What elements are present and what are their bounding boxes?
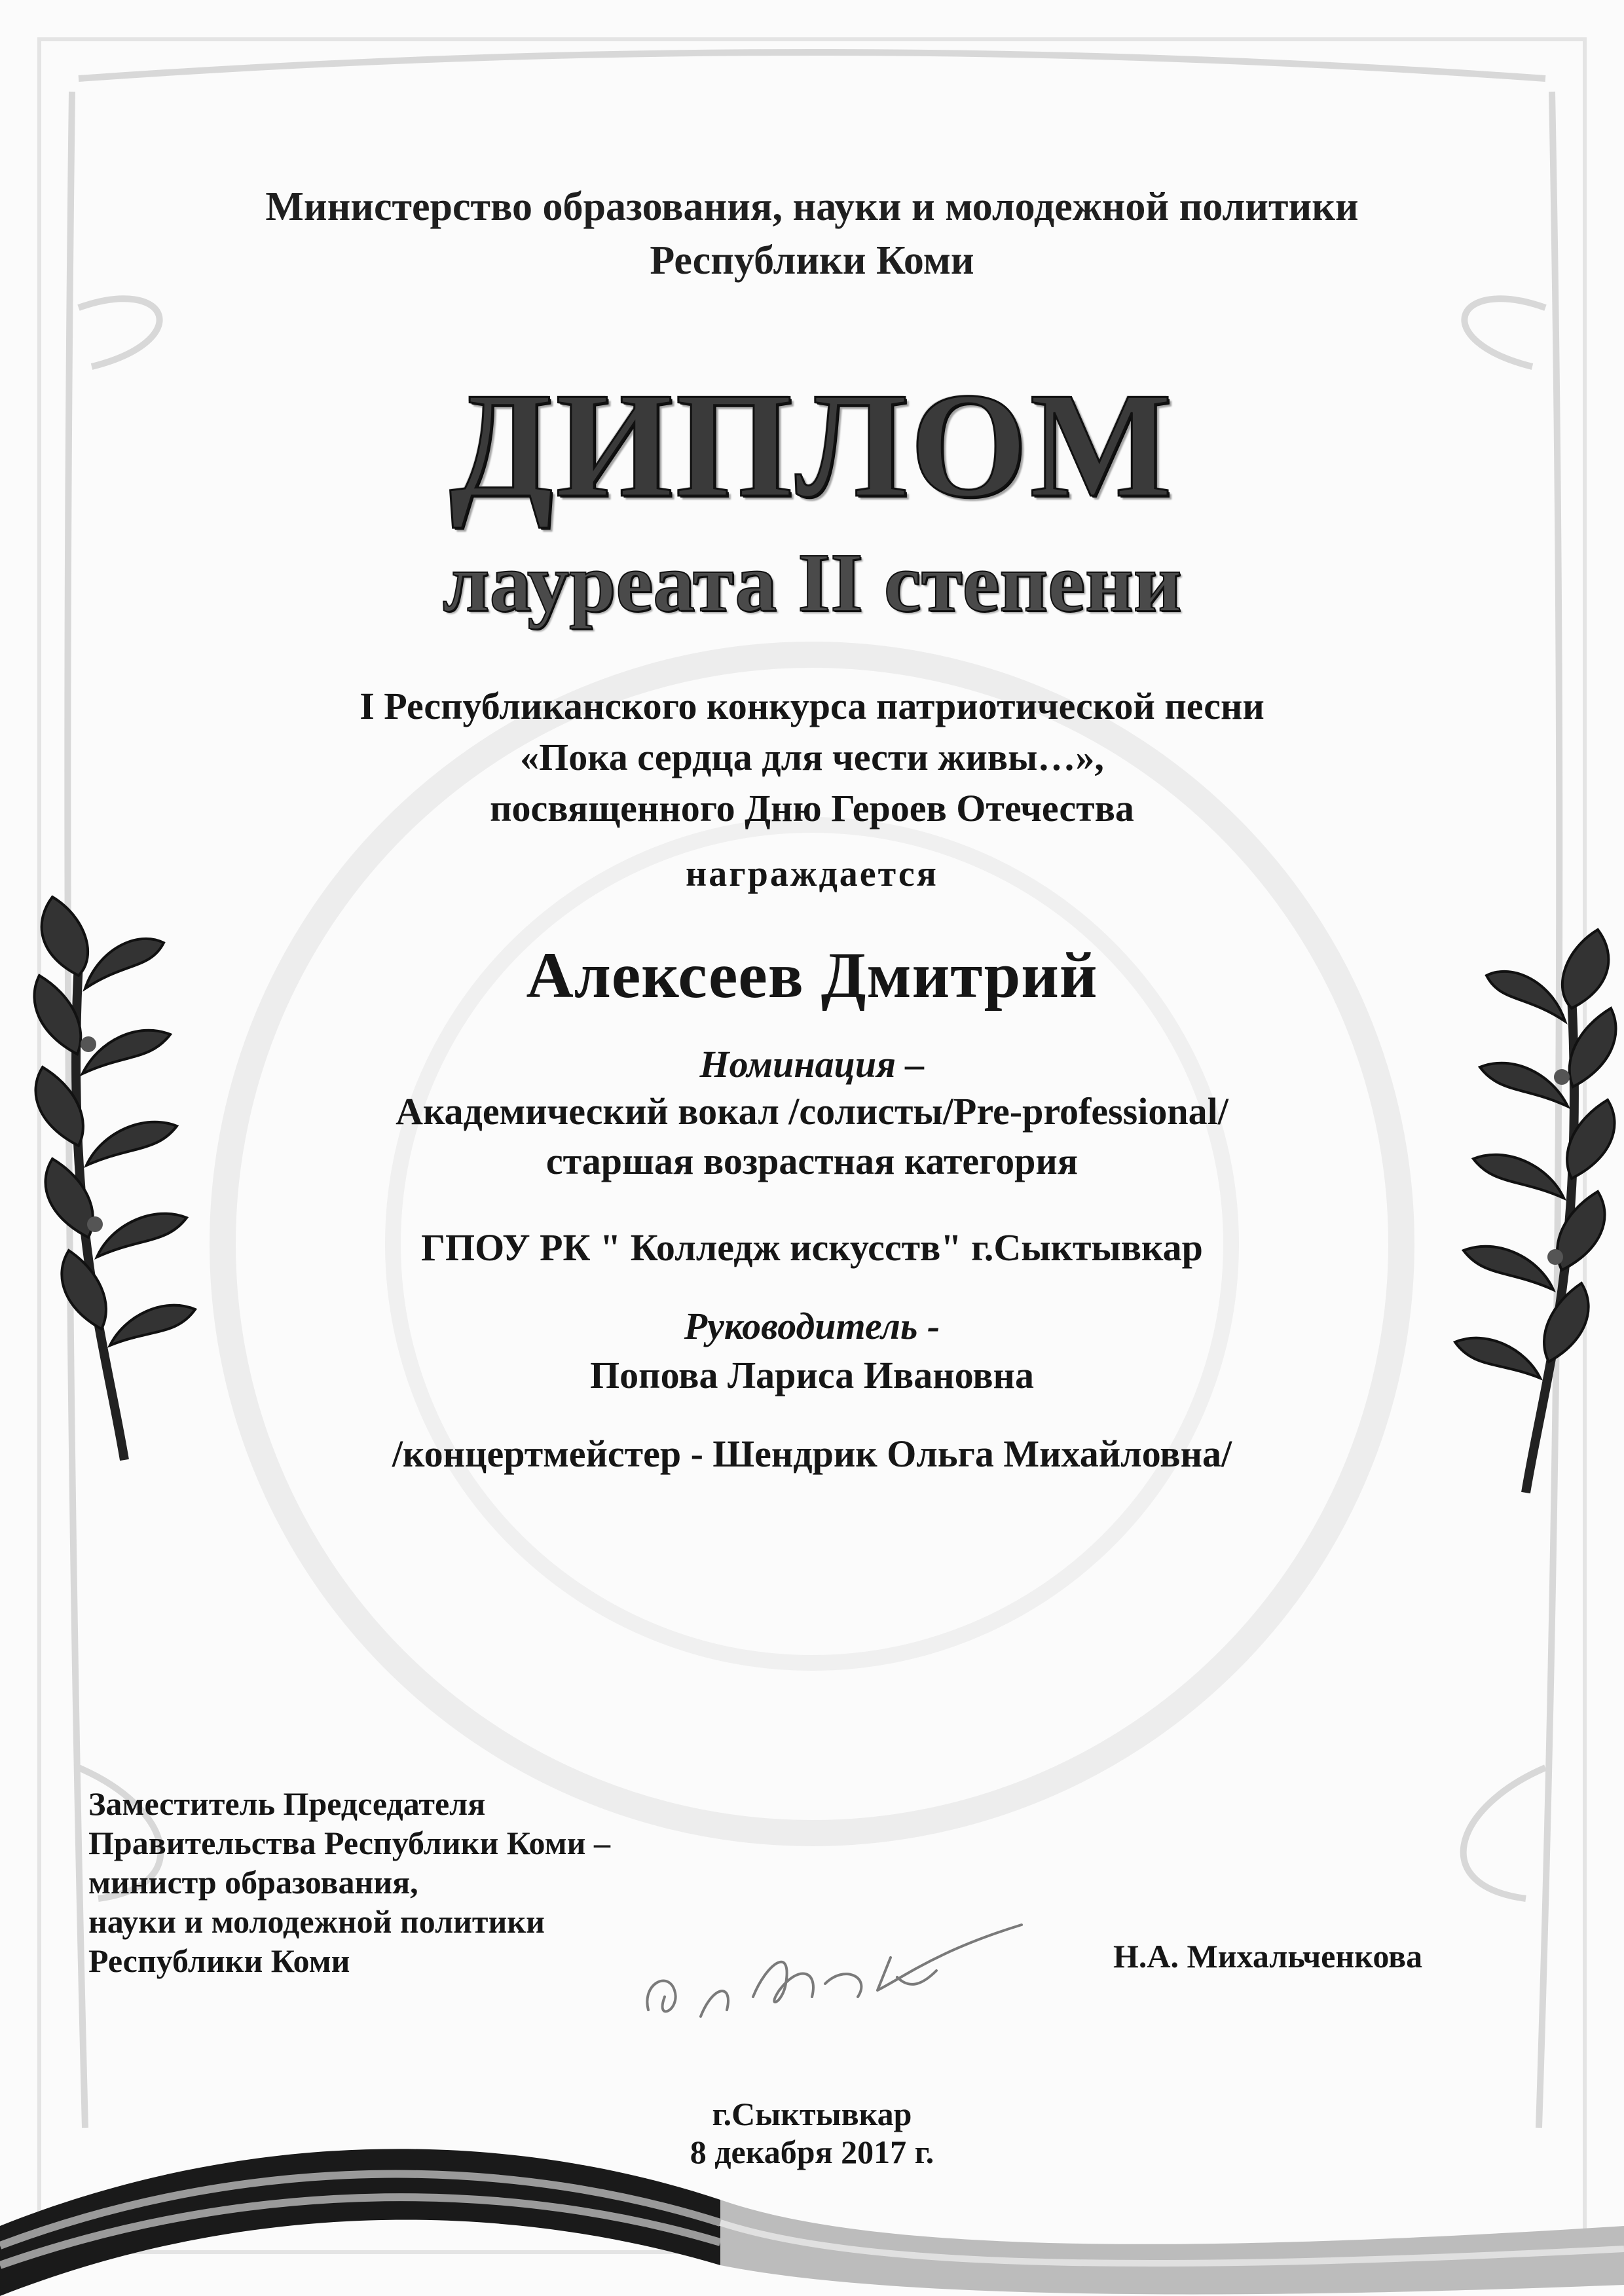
signer-title-line-2: Правительства Республики Коми –	[88, 1825, 610, 1861]
contest-line-2: «Пока сердца для чести живы…»,	[520, 736, 1104, 778]
nomination-line-1: Академический вокал /солисты/Pre-professional/	[396, 1090, 1228, 1133]
contest-line-3: посвященного Дню Героев Отечества	[490, 787, 1134, 829]
nomination-label: Номинация –	[699, 1043, 925, 1085]
laureate-name: Алексеев Дмитрий	[526, 939, 1098, 1011]
diploma-subtitle: лауреата II степени	[442, 536, 1182, 629]
place: г.Сыктывкар	[712, 2096, 912, 2132]
contest-description	[0, 681, 1624, 834]
place-and-date	[0, 2095, 1624, 2171]
signer-title-line-3: министр образования,	[88, 1864, 418, 1901]
signer-title-line-5: Республики Коми	[88, 1942, 350, 1979]
nomination-details	[0, 1087, 1624, 1186]
contest-line-1: I Республиканского конкурса патриотической песни	[360, 685, 1264, 727]
ministry-header	[0, 180, 1624, 287]
leader-label: Руководитель -	[684, 1305, 940, 1347]
awarded-label: награждается	[686, 854, 938, 894]
accompanist-line: /концертмейстер - Шендрик Ольга Михайловна/	[392, 1432, 1232, 1475]
institution-name: ГПОУ РК " Колледж искусств" г.Сыктывкар	[421, 1226, 1203, 1269]
signer-title	[88, 1784, 610, 1980]
ministry-line-1: Министерство образования, науки и молодежной политики	[265, 185, 1359, 229]
signer-title-line-1: Заместитель Председателя	[88, 1785, 486, 1822]
signer-title-line-4: науки и молодежной политики	[88, 1903, 545, 1940]
ministry-line-2: Республики Коми	[650, 238, 974, 283]
diploma-title: ДИПЛОМ	[449, 361, 1175, 528]
leader-name: Попова Лариса Ивановна	[590, 1354, 1034, 1396]
date: 8 декабря 2017 г.	[690, 2134, 934, 2170]
handwritten-signature	[629, 1886, 1035, 2056]
signer-name: Н.А. Михальченкова	[1113, 1938, 1423, 1975]
nomination-line-2: старшая возрастная категория	[545, 1140, 1079, 1182]
